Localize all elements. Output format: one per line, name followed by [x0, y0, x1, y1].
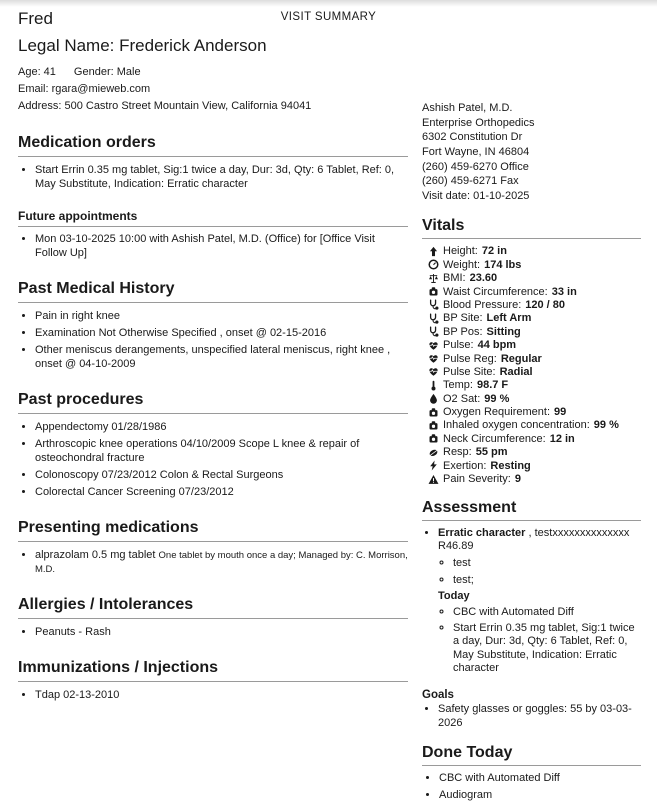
vital-value: 98.7 F: [476, 379, 509, 392]
list-item: • Start Errin 0.35 mg tablet, Sig:1 twice a day, Dur: 3d, Qty: 6 Tablet, Ref: 0, May Substitute, Indication: Erratic character: [35, 164, 408, 192]
vital-label: Pulse Reg:: [443, 352, 497, 365]
vital-value: 33 in: [551, 285, 577, 298]
stethoscope-icon: [428, 299, 439, 310]
tape-measure-icon: [428, 407, 439, 418]
list-item: • Examination Not Otherwise Specified , onset @ 02-15-2016: [35, 327, 408, 341]
vital-pulse-reg: [428, 353, 641, 365]
allergies-title: Allergies / Intolerances: [18, 596, 408, 619]
list-item: • Colonoscopy 07/23/2012 Colon & Rectal Surgeons: [35, 469, 408, 483]
vital-temp: [428, 379, 641, 391]
vital-value: 23.60: [469, 272, 498, 285]
past-procedures-list: [18, 421, 408, 500]
left-column: [18, 0, 422, 806]
vital-waist: [428, 286, 641, 298]
vital-label: Oxygen Requirement:: [443, 406, 550, 419]
list-item: ◦ test;: [453, 574, 641, 587]
medication-orders-list: [18, 164, 408, 192]
vital-label: Exertion:: [443, 459, 487, 472]
patient-address: Address: 500 Castro Street Mountain View, California 94041: [18, 100, 312, 113]
future-appointments-list: [18, 233, 408, 261]
vital-pulse-site: [428, 366, 641, 378]
vital-label: Height:: [443, 245, 478, 258]
vital-value: Left Arm: [486, 312, 532, 325]
vital-value: 99 %: [484, 392, 510, 405]
vital-pulse: [428, 339, 641, 351]
stethoscope-icon: [428, 313, 439, 324]
tape-measure-icon: [428, 433, 439, 444]
vital-o2-sat: [428, 393, 641, 405]
list-item: [35, 549, 408, 577]
medication-detail: One tablet by mouth once a day; Managed by: C. Morrison, M.D.: [35, 549, 408, 575]
vital-value: Sitting: [486, 325, 521, 338]
goals-list: [422, 703, 641, 731]
past-procedures-title: Past procedures: [18, 391, 408, 414]
vital-value: 12 in: [549, 432, 575, 445]
patient-legal-name: Legal Name: Frederick Anderson: [18, 36, 267, 55]
vital-value: 120 / 80: [525, 298, 566, 311]
past-medical-history-title: Past Medical History: [18, 280, 408, 303]
list-item: • CBC with Automated Diff: [439, 772, 641, 786]
list-item: • Pain in right knee: [35, 310, 408, 324]
diagnosis-suffix: , testxxxxxxxxxxxxxx: [525, 527, 630, 540]
list-item: • Tdap 02-13-2010: [35, 689, 408, 703]
vital-value: 72 in: [481, 245, 507, 258]
list-item: • Colorectal Cancer Screening 07/23/2012: [35, 486, 408, 500]
tape-measure-icon: [428, 286, 439, 297]
done-today-list: [422, 772, 641, 803]
vital-blood-pressure: [428, 299, 641, 311]
vital-value: 9: [514, 473, 521, 486]
scale-icon: [428, 259, 439, 270]
vital-label: O2 Sat:: [443, 392, 481, 405]
vital-label: Weight:: [443, 258, 481, 271]
future-appointments-title: Future appointments: [18, 209, 408, 227]
heart-pulse-icon: [428, 366, 439, 377]
vital-label: BP Pos:: [443, 325, 483, 338]
medication-orders-title: Medication orders: [18, 134, 408, 157]
patient-name: Fred: [18, 9, 53, 28]
heart-pulse-icon: [428, 353, 439, 364]
done-today-title: Done Today: [422, 744, 641, 766]
vital-weight: [428, 259, 641, 271]
assessment-list: [422, 527, 641, 675]
vital-label: Inhaled oxygen concentration:: [443, 419, 590, 432]
diagnosis-name: Erratic character: [438, 527, 526, 540]
vital-value: 44 bpm: [477, 339, 517, 352]
right-column: [422, 0, 641, 806]
assessment-sub-list: [438, 557, 641, 586]
list-item: • Audiogram: [439, 789, 641, 803]
page-title: VISIT SUMMARY: [280, 11, 377, 23]
heart-pulse-icon: [428, 340, 439, 351]
immunizations-list: [18, 689, 408, 703]
vital-label: Neck Circumference:: [443, 432, 546, 445]
vital-label: Resp:: [443, 446, 472, 459]
provider-block: [422, 101, 641, 203]
stethoscope-icon: [428, 326, 439, 337]
patient-age: Age: 41: [18, 66, 56, 78]
vital-value: 99 %: [593, 419, 619, 432]
list-item: • Appendectomy 01/28/1986: [35, 421, 408, 435]
thermometer-icon: [428, 380, 439, 391]
provider-street: 6302 Constitution Dr: [422, 131, 523, 144]
today-label: Today: [438, 589, 470, 602]
patient-gender: Gender: Male: [73, 66, 141, 78]
vital-label: BP Site:: [443, 312, 483, 325]
vital-bp-pos: [428, 326, 641, 338]
vital-exertion: [428, 460, 641, 472]
vital-height: [428, 245, 641, 257]
arrow-up-icon: [428, 246, 439, 257]
goals-title: Goals: [422, 688, 454, 701]
vital-inhaled-oxygen: [428, 419, 641, 431]
vital-label: Blood Pressure:: [443, 298, 522, 311]
past-medical-history-list: [18, 310, 408, 372]
vital-pain-severity: [428, 473, 641, 485]
provider-city: Fort Wayne, IN 46804: [422, 145, 530, 158]
vital-label: Waist Circumference:: [443, 285, 548, 298]
provider-practice: Enterprise Orthopedics: [422, 116, 535, 129]
drop-icon: [428, 393, 439, 404]
list-item: • Mon 03-10-2025 10:00 with Ashish Patel, M.D. (Office) for [Office Visit Follow Up]: [35, 233, 408, 261]
vital-value: Regular: [500, 352, 542, 365]
today-list: [438, 606, 641, 675]
presenting-medications-title: Presenting medications: [18, 519, 408, 542]
assessment-title: Assessment: [422, 499, 641, 521]
bolt-icon: [428, 460, 439, 471]
list-item: • Peanuts - Rash: [35, 626, 408, 640]
vital-label: BMI:: [443, 272, 466, 285]
visit-date: Visit date: 01-10-2025: [422, 189, 530, 202]
vital-value: 55 pm: [475, 446, 508, 459]
assessment-item: [438, 527, 641, 675]
list-item: • Other meniscus derangements, unspecified lateral meniscus, right knee , onset @ 04-10-2009: [35, 344, 408, 372]
vitals-title: Vitals: [422, 217, 641, 239]
vital-value: 99: [554, 406, 567, 419]
list-item: • Arthroscopic knee operations 04/10/2009 Scope L knee & repair of osteochondral fracture: [35, 438, 408, 466]
vital-label: Pulse Site:: [443, 365, 496, 378]
tape-measure-icon: [428, 420, 439, 431]
vital-bmi: [428, 272, 641, 284]
presenting-medications-list: [18, 549, 408, 577]
patient-meta: [18, 64, 408, 115]
vital-bp-site: [428, 312, 641, 324]
vital-neck: [428, 433, 641, 445]
vital-label: Pain Severity:: [443, 473, 511, 486]
vital-value: Resting: [490, 459, 531, 472]
vital-value: 174 lbs: [484, 258, 522, 271]
diagnosis-code: R46.89: [438, 540, 474, 553]
vital-resp: [428, 446, 641, 458]
patient-email: Email: rgara@mieweb.com: [18, 83, 151, 96]
list-item: ◦ Start Errin 0.35 mg tablet, Sig:1 twice a day, Dur: 3d, Qty: 6 Tablet, Ref: 0, May Substitute, Indication: Erratic character: [453, 622, 641, 675]
list-item: ◦ test: [453, 557, 641, 570]
provider-office-phone: (260) 459-6270 Office: [422, 160, 529, 173]
patient-age-gender: [18, 64, 408, 81]
lungs-icon: [428, 447, 439, 458]
vital-label: Pulse:: [443, 339, 474, 352]
immunizations-title: Immunizations / Injections: [18, 659, 408, 682]
provider-name: Ashish Patel, M.D.: [422, 102, 513, 114]
balance-scale-icon: [428, 273, 439, 284]
list-item: ◦ CBC with Automated Diff: [453, 606, 641, 619]
warning-triangle-icon: [428, 474, 439, 485]
provider-fax: (260) 459-6271 Fax: [422, 175, 519, 188]
allergies-list: [18, 626, 408, 640]
list-item: • Safety glasses or goggles: 55 by 03-03-2026: [438, 703, 641, 731]
vital-value: Radial: [499, 365, 533, 378]
vitals-list: [422, 245, 641, 485]
vital-oxygen-requirement: [428, 406, 641, 418]
vital-label: Temp:: [443, 379, 473, 392]
medication-name: alprazolam 0.5 mg tablet: [35, 548, 156, 561]
